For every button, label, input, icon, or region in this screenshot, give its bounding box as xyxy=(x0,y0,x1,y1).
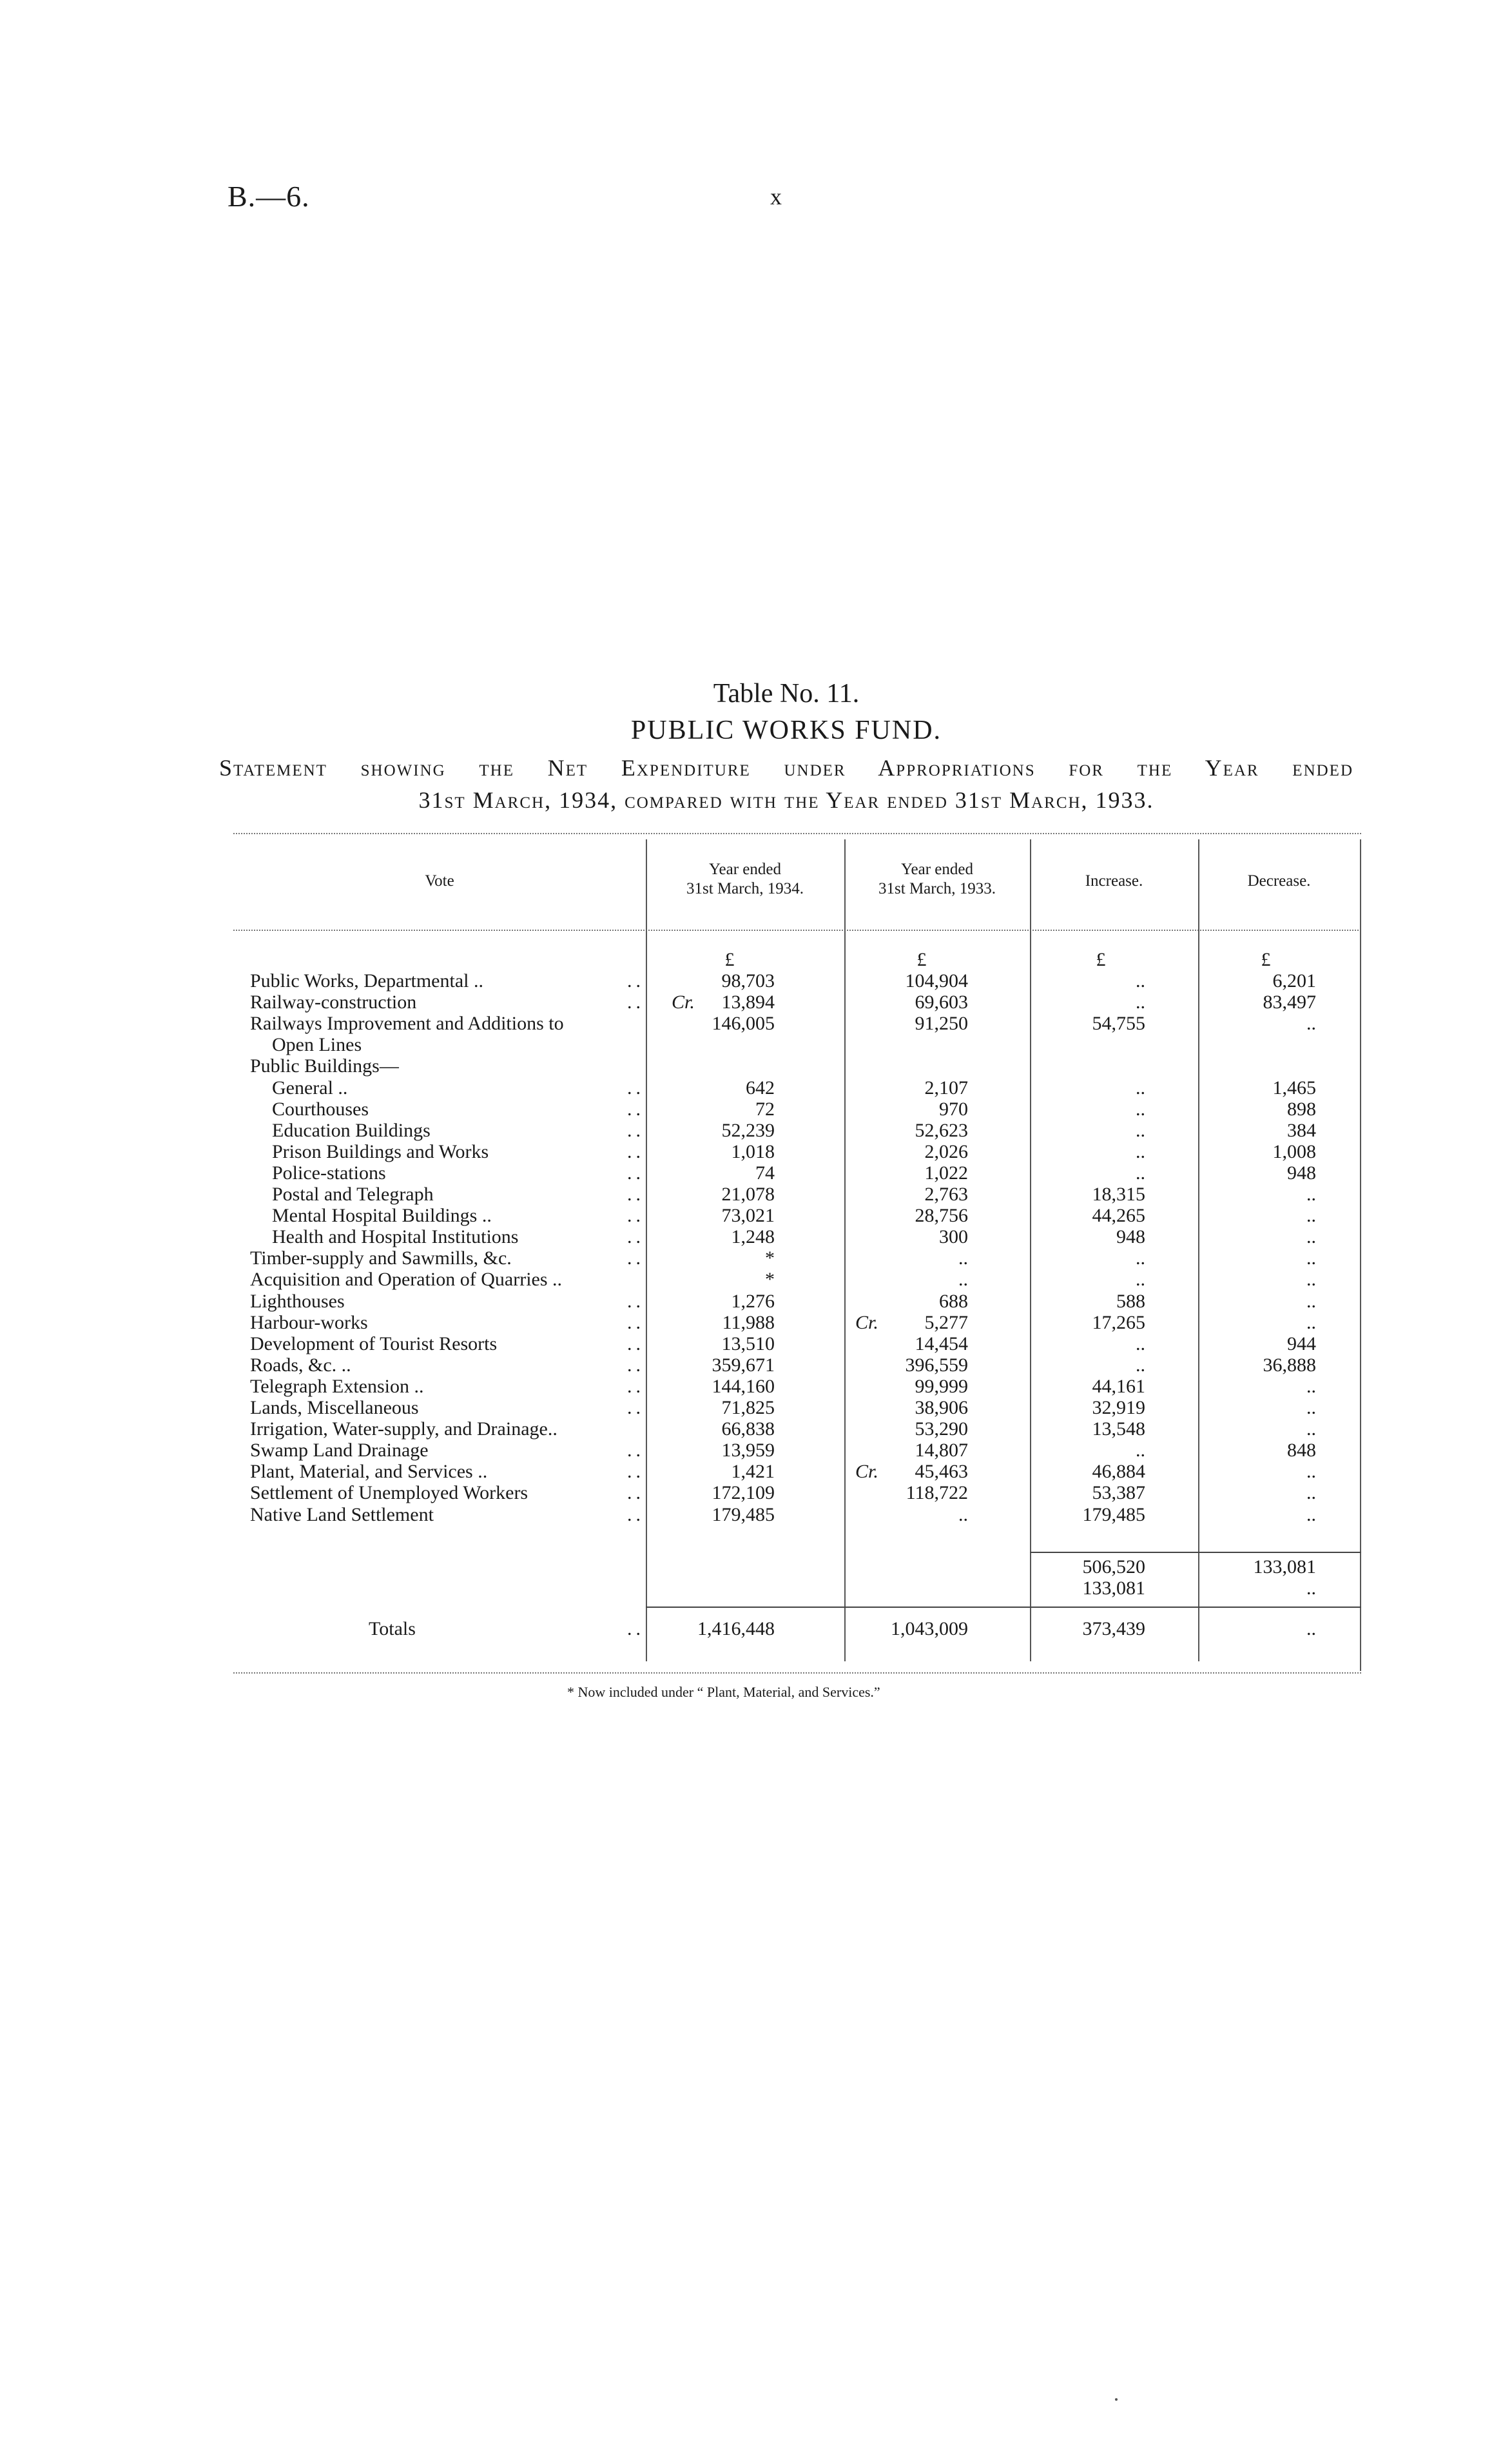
vote-label: Public Works, Departmental .. xyxy=(250,970,483,992)
table-row xyxy=(233,1418,1361,1440)
table-row xyxy=(233,1099,1361,1120)
value-1934: 11,988 xyxy=(722,1311,775,1333)
value-decrease: .. xyxy=(1306,1375,1316,1397)
leader-dots: .. xyxy=(627,1226,645,1248)
page-reference: B.—6. xyxy=(228,180,310,213)
totals-label: Totals xyxy=(369,1618,416,1639)
value-1933: 14,807 xyxy=(915,1440,968,1461)
value-1933: 52,623 xyxy=(915,1119,968,1141)
value-decrease: 1,465 xyxy=(1272,1077,1316,1099)
value-decrease: .. xyxy=(1306,1418,1316,1440)
vote-label: Acquisition and Operation of Quarries .. xyxy=(250,1269,563,1291)
value-increase: 179,485 xyxy=(1082,1503,1145,1525)
value-1934: 1,018 xyxy=(731,1140,775,1162)
value-decrease: .. xyxy=(1306,1311,1316,1333)
value-1934: * xyxy=(765,1269,775,1291)
credit-marker: Cr. xyxy=(672,992,695,1013)
table-row xyxy=(233,1461,1361,1482)
vote-label: Timber-supply and Sawmills, &c. xyxy=(250,1247,512,1269)
header-year-1934: Year ended 31st March, 1934. xyxy=(686,861,804,897)
vote-label: Postal and Telegraph xyxy=(272,1184,434,1205)
value-1934: 1,248 xyxy=(731,1226,775,1248)
value-decrease: 83,497 xyxy=(1263,992,1316,1013)
table-row xyxy=(233,1504,1361,1525)
leader-dots: .. xyxy=(627,992,645,1013)
leader-dots: .. xyxy=(627,1397,645,1418)
table-row xyxy=(233,992,1361,1013)
leader-dots: .. xyxy=(627,1140,645,1162)
table-bottom-rule xyxy=(233,1672,1361,1674)
value-decrease: .. xyxy=(1306,1482,1316,1504)
value-1933: 688 xyxy=(939,1290,968,1312)
value-1934: 13,959 xyxy=(721,1440,775,1461)
value-1933: .. xyxy=(958,1503,968,1525)
vote-label: Roads, &c. .. xyxy=(250,1354,351,1376)
value-decrease: .. xyxy=(1306,1247,1316,1269)
value-1933: 2,026 xyxy=(924,1140,968,1162)
value-1933: 396,559 xyxy=(905,1354,968,1376)
vote-label: Public Buildings— xyxy=(250,1055,399,1077)
value-1934: 21,078 xyxy=(721,1184,775,1205)
value-decrease: .. xyxy=(1306,1205,1316,1227)
value-decrease: 36,888 xyxy=(1263,1354,1316,1376)
subtotal-increase-offset: 133,081 xyxy=(1082,1578,1145,1599)
vote-label: Native Land Settlement xyxy=(250,1503,434,1525)
value-1934: 1,421 xyxy=(731,1461,775,1483)
value-increase: .. xyxy=(1136,992,1145,1013)
value-1933: 38,906 xyxy=(915,1397,968,1418)
table-row xyxy=(233,970,1361,992)
value-1933: 2,763 xyxy=(924,1184,968,1205)
header-rule xyxy=(233,930,1361,931)
value-increase: .. xyxy=(1136,1333,1145,1354)
value-increase: .. xyxy=(1136,1140,1145,1162)
vote-label: Plant, Material, and Services .. xyxy=(250,1461,488,1483)
page-number: x xyxy=(770,184,782,210)
totals-increase: 373,439 xyxy=(1082,1618,1145,1639)
totals-rule xyxy=(646,1607,1361,1608)
table-row xyxy=(233,1141,1361,1162)
value-decrease: .. xyxy=(1306,1269,1316,1291)
value-decrease: 848 xyxy=(1287,1440,1316,1461)
value-decrease: .. xyxy=(1306,1013,1316,1035)
value-1933: 53,290 xyxy=(915,1418,968,1440)
vote-label: Open Lines xyxy=(272,1034,362,1056)
vote-label: General .. xyxy=(272,1077,348,1099)
value-1934: 179,485 xyxy=(712,1503,775,1525)
value-increase: 44,265 xyxy=(1092,1205,1145,1227)
table-top-rule xyxy=(233,833,1361,834)
currency-symbol: £ xyxy=(916,949,927,970)
vote-label: Health and Hospital Institutions xyxy=(272,1226,519,1248)
value-1934: 144,160 xyxy=(712,1375,775,1397)
leader-dots: .. xyxy=(627,1354,645,1376)
table-row xyxy=(233,1120,1361,1141)
value-increase: .. xyxy=(1136,1247,1145,1269)
value-decrease: .. xyxy=(1306,1461,1316,1483)
value-1933: 104,904 xyxy=(905,970,968,992)
vote-label: Telegraph Extension .. xyxy=(250,1375,424,1397)
vote-label: Education Buildings xyxy=(272,1119,431,1141)
subtotal-offset-row xyxy=(233,1578,1361,1599)
leader-dots: .. xyxy=(627,1205,645,1227)
leader-dots: .. xyxy=(627,1098,645,1120)
value-decrease: 6,201 xyxy=(1272,970,1316,992)
value-1934: * xyxy=(765,1247,775,1269)
value-1933: 118,722 xyxy=(906,1482,968,1504)
value-1933: 69,603 xyxy=(915,992,968,1013)
value-decrease: 1,008 xyxy=(1272,1140,1316,1162)
table-row xyxy=(233,1034,1361,1055)
value-increase: .. xyxy=(1136,1098,1145,1120)
leader-dots: .. xyxy=(627,1333,645,1354)
value-1933: 28,756 xyxy=(915,1205,968,1227)
vote-label: Lands, Miscellaneous xyxy=(250,1397,419,1418)
leader-dots: .. xyxy=(627,1482,645,1504)
fund-title: PUBLIC WORKS FUND. xyxy=(630,716,942,745)
totals-row xyxy=(233,1618,1361,1639)
totals-decrease: .. xyxy=(1306,1618,1316,1639)
value-increase: 13,548 xyxy=(1092,1418,1145,1440)
currency-row xyxy=(233,949,1361,970)
value-decrease: 948 xyxy=(1287,1162,1316,1184)
vote-label: Swamp Land Drainage xyxy=(250,1440,429,1461)
table-row xyxy=(233,1184,1361,1205)
vote-label: Prison Buildings and Works xyxy=(272,1140,489,1162)
value-1933: 45,463 xyxy=(915,1461,968,1483)
vote-label: Lighthouses xyxy=(250,1290,345,1312)
table-row xyxy=(233,1226,1361,1247)
value-1934: 13,510 xyxy=(721,1333,775,1354)
leader-dots: .. xyxy=(627,1247,645,1269)
value-1934: 1,276 xyxy=(731,1290,775,1312)
totals-1933: 1,043,009 xyxy=(891,1618,968,1639)
table-row xyxy=(233,1291,1361,1312)
value-1933: 1,022 xyxy=(924,1162,968,1184)
value-1933: 2,107 xyxy=(924,1077,968,1099)
header-year-1933: Year ended 31st March, 1933. xyxy=(878,861,996,897)
leader-dots: .. xyxy=(627,1119,645,1141)
subtotal-row xyxy=(233,1556,1361,1578)
table-row xyxy=(233,1397,1361,1418)
value-increase: 588 xyxy=(1116,1290,1145,1312)
leader-dots: .. xyxy=(627,1375,645,1397)
value-decrease: .. xyxy=(1306,1184,1316,1205)
leader-dots: .. xyxy=(627,1290,645,1312)
value-decrease: .. xyxy=(1306,1290,1316,1312)
table-row xyxy=(233,1055,1361,1077)
leader-dots: .. xyxy=(627,1461,645,1483)
value-1934: 146,005 xyxy=(712,1013,775,1035)
value-increase: .. xyxy=(1136,970,1145,992)
statement-line-1: Statement showing the Net Expenditure under Appropriations for the Year ended xyxy=(219,755,1353,781)
title-block xyxy=(219,676,1353,816)
table-row xyxy=(233,1013,1361,1034)
value-increase: 44,161 xyxy=(1092,1375,1145,1397)
table-number: Table No. 11. xyxy=(713,679,860,708)
table-row xyxy=(233,1376,1361,1397)
value-decrease: 944 xyxy=(1287,1333,1316,1354)
value-1934: 52,239 xyxy=(721,1119,775,1141)
table-row xyxy=(233,1440,1361,1461)
value-increase: .. xyxy=(1136,1440,1145,1461)
currency-symbol: £ xyxy=(1261,949,1271,970)
leader-dots: .. xyxy=(627,1618,645,1639)
value-decrease: .. xyxy=(1306,1397,1316,1418)
currency-symbol: £ xyxy=(1096,949,1106,970)
value-decrease: .. xyxy=(1306,1503,1316,1525)
value-decrease: 384 xyxy=(1287,1119,1316,1141)
value-increase: .. xyxy=(1136,1354,1145,1376)
subtotal-decrease: 133,081 xyxy=(1253,1556,1316,1578)
header-increase: Increase. xyxy=(1085,872,1143,890)
header-vote: Vote xyxy=(425,872,454,890)
value-increase: 32,919 xyxy=(1092,1397,1145,1418)
value-increase: .. xyxy=(1136,1162,1145,1184)
leader-dots: .. xyxy=(627,970,645,992)
value-increase: .. xyxy=(1136,1119,1145,1141)
vote-label: Settlement of Unemployed Workers xyxy=(250,1482,528,1504)
value-1934: 359,671 xyxy=(712,1354,775,1376)
value-increase: 46,884 xyxy=(1092,1461,1145,1483)
vote-label: Irrigation, Water-supply, and Drainage.. xyxy=(250,1418,557,1440)
credit-marker: Cr. xyxy=(855,1461,878,1483)
value-1934: 72 xyxy=(755,1098,775,1120)
value-1934: 172,109 xyxy=(712,1482,775,1504)
leader-dots: .. xyxy=(627,1162,645,1184)
value-1934: 66,838 xyxy=(721,1418,775,1440)
value-1934: 74 xyxy=(755,1162,775,1184)
value-1933: .. xyxy=(958,1247,968,1269)
value-increase: 53,387 xyxy=(1092,1482,1145,1504)
value-1933: .. xyxy=(958,1269,968,1291)
table-row xyxy=(233,1482,1361,1503)
leader-dots: .. xyxy=(627,1184,645,1205)
subtotal-increase: 506,520 xyxy=(1082,1556,1145,1578)
vote-label: Police-stations xyxy=(272,1162,386,1184)
value-increase: .. xyxy=(1136,1269,1145,1291)
value-1933: 5,277 xyxy=(924,1311,968,1333)
value-decrease: .. xyxy=(1306,1226,1316,1248)
table-row xyxy=(233,1333,1361,1354)
value-1933: 99,999 xyxy=(915,1375,968,1397)
value-increase: 17,265 xyxy=(1092,1311,1145,1333)
value-increase: 948 xyxy=(1116,1226,1145,1248)
vote-label: Mental Hospital Buildings .. xyxy=(272,1205,492,1227)
currency-symbol: £ xyxy=(724,949,735,970)
value-increase: 54,755 xyxy=(1092,1013,1145,1035)
value-1933: 14,454 xyxy=(915,1333,968,1354)
subtotal-decrease-offset: .. xyxy=(1306,1578,1316,1599)
totals-1934: 1,416,448 xyxy=(697,1618,775,1639)
vote-label: Harbour-works xyxy=(250,1311,368,1333)
vote-label: Railway-construction xyxy=(250,992,417,1013)
vote-label: Development of Tourist Resorts xyxy=(250,1333,498,1354)
vote-label: Courthouses xyxy=(272,1098,369,1120)
value-1933: 970 xyxy=(939,1098,968,1120)
header-decrease: Decrease. xyxy=(1247,872,1311,890)
table-row xyxy=(233,1354,1361,1376)
value-1933: 91,250 xyxy=(915,1013,968,1035)
value-increase: 18,315 xyxy=(1092,1184,1145,1205)
table-row xyxy=(233,1077,1361,1099)
value-1934: 73,021 xyxy=(721,1205,775,1227)
footnote: * Now included under “ Plant, Material, and Services.” xyxy=(567,1684,880,1700)
table-row xyxy=(233,1312,1361,1333)
leader-dots: .. xyxy=(627,1440,645,1461)
expenditure-table xyxy=(233,833,1361,1677)
leader-dots: .. xyxy=(627,1077,645,1099)
value-1934: 98,703 xyxy=(721,970,775,992)
subtotal-rule xyxy=(1030,1552,1361,1553)
value-decrease: 898 xyxy=(1287,1098,1316,1120)
statement-heading xyxy=(219,752,1353,816)
page-mark xyxy=(1115,2398,1118,2401)
leader-dots: .. xyxy=(627,1311,645,1333)
value-1934: 13,894 xyxy=(721,992,775,1013)
value-1934: 71,825 xyxy=(721,1397,775,1418)
value-increase: .. xyxy=(1136,1077,1145,1099)
leader-dots: .. xyxy=(627,1503,645,1525)
table-row xyxy=(233,1269,1361,1290)
value-1933: 300 xyxy=(939,1226,968,1248)
value-1934: 642 xyxy=(746,1077,775,1099)
table-row xyxy=(233,1162,1361,1184)
vote-label: Railways Improvement and Additions to xyxy=(250,1013,564,1035)
statement-line-2: 31st March, 1934, compared with the Year ended 31st March, 1933. xyxy=(418,787,1154,813)
table-row xyxy=(233,1205,1361,1226)
credit-marker: Cr. xyxy=(855,1311,878,1333)
table-row xyxy=(233,1247,1361,1269)
